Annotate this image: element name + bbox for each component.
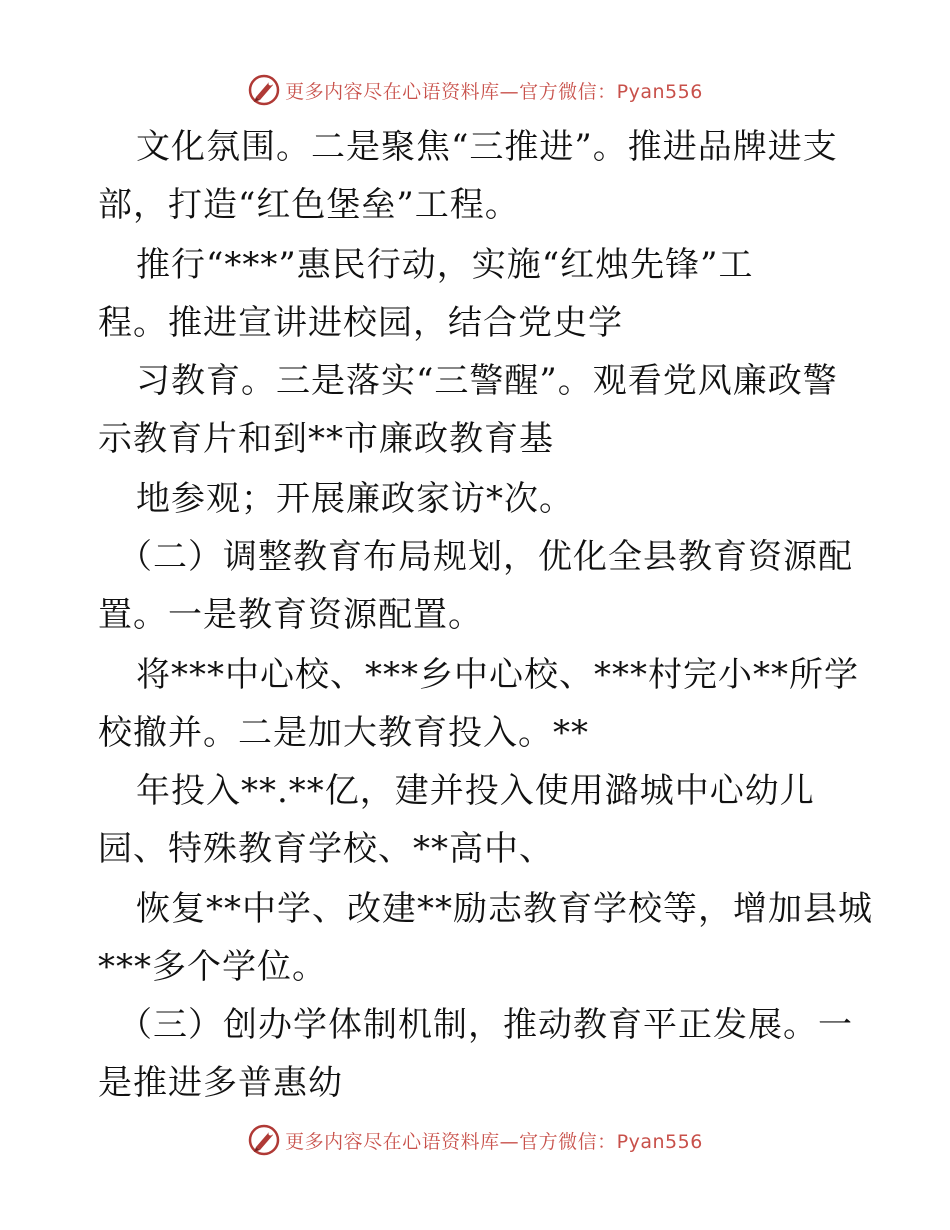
- body-line: 习教育。三是落实“三警醒”。观看党风廉政警: [136, 361, 838, 401]
- body-line: 年投入**.**亿，建并投入使用潞城中心幼儿: [136, 771, 815, 811]
- body-line: 校撤并。二是加大教育投入。**: [98, 713, 589, 753]
- body-line: 部，打造“红色堡垒”工程。: [98, 185, 520, 225]
- pen-nib-logo-icon: [247, 73, 281, 107]
- footer-banner: [0, 1122, 950, 1158]
- body-line: 置。一是教育资源配置。: [98, 595, 483, 635]
- body-line: ***多个学位。: [98, 947, 327, 987]
- body-line: 恢复**中学、改建**励志教育学校等，增加县城: [136, 889, 873, 929]
- body-line: 文化氛围。二是聚焦“三推进”。推进品牌进支: [136, 127, 838, 167]
- header-banner: [0, 72, 950, 108]
- body-line: 园、特殊教育学校、**高中、: [98, 829, 554, 869]
- body-line: （三）创办学体制机制，推动教育平正发展。一: [118, 1005, 853, 1045]
- body-line: 地参观；开展廉政家访*次。: [136, 479, 574, 519]
- body-line: 将***中心校、***乡中心校、***村完小**所学: [136, 655, 859, 695]
- pen-nib-logo-icon: [247, 1123, 281, 1157]
- body-line: （二）调整教育布局规划，优化全县教育资源配: [118, 537, 853, 577]
- body-line: 是推进多普惠幼: [98, 1063, 343, 1103]
- body-line: 推行“***”惠民行动，实施“红烛先锋”工: [136, 245, 754, 285]
- body-line: 示教育片和到**市廉政教育基: [98, 419, 554, 459]
- body-line: 程。推进宣讲进校园，结合党史学: [98, 303, 623, 343]
- footer-banner-text: 更多内容尽在心语资料库—官方微信：Pyan556: [285, 1130, 703, 1153]
- header-banner-text: 更多内容尽在心语资料库—官方微信：Pyan556: [285, 80, 703, 103]
